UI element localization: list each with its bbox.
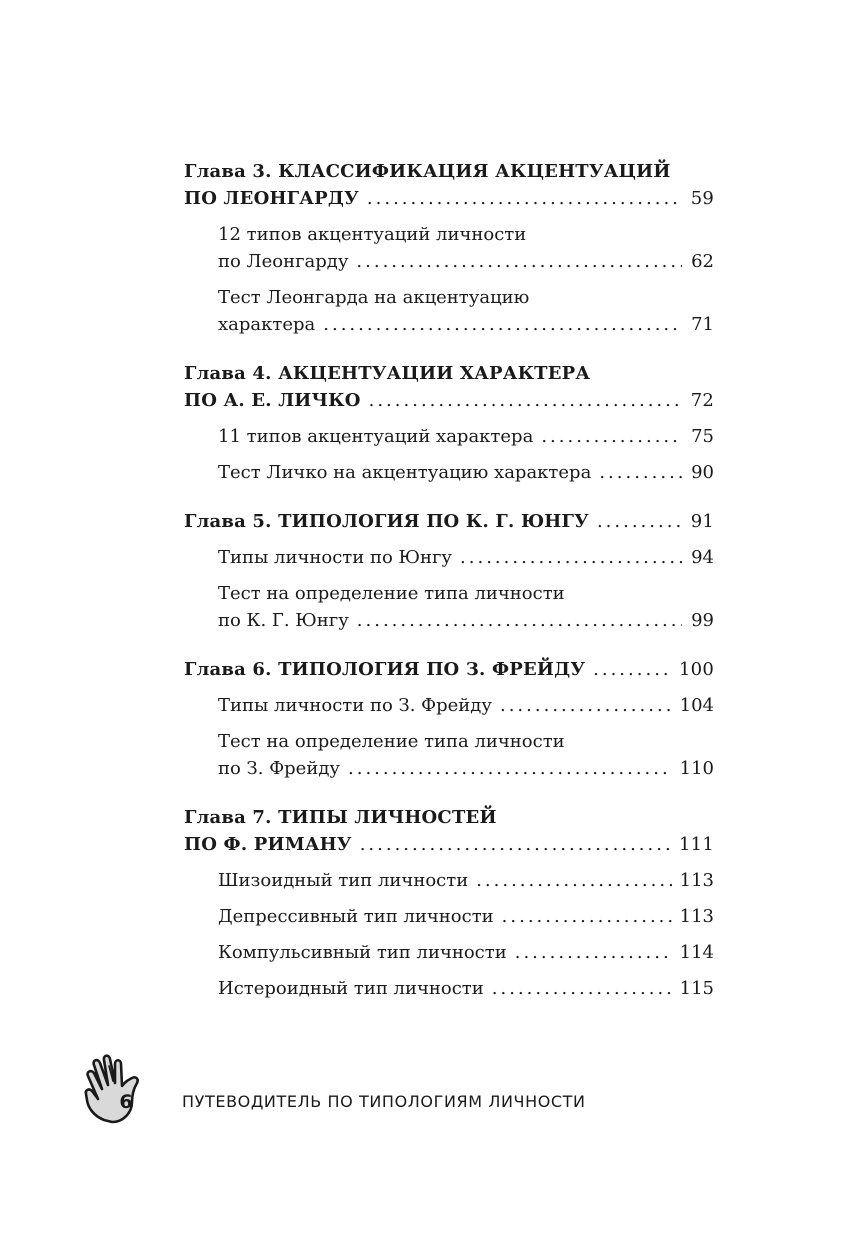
dot-leader bbox=[323, 311, 682, 338]
entry-page-number: 115 bbox=[679, 978, 714, 999]
entry-page-number: 71 bbox=[691, 314, 714, 335]
dot-leader bbox=[360, 831, 671, 858]
chapter-title-line1: Глава 3. КЛАССИФИКАЦИЯ АКЦЕНТУАЦИЙ bbox=[184, 161, 671, 182]
toc-chapter-3 bbox=[184, 158, 714, 338]
chapter-title-line2: ПО Ф. РИМАНУ bbox=[184, 834, 352, 855]
entry-page-number: 104 bbox=[679, 695, 714, 716]
chapter-page-number: 72 bbox=[690, 390, 714, 411]
entry-page-number: 113 bbox=[679, 870, 714, 891]
entry-title-line2: по Леонгарду bbox=[218, 251, 349, 272]
chapter-title-line1: Глава 7. ТИПЫ ЛИЧНОСТЕЙ bbox=[184, 807, 497, 828]
entry-title-line2: по К. Г. Юнгу bbox=[218, 610, 349, 631]
chapter-heading[interactable] bbox=[184, 360, 714, 414]
entry-page-number: 113 bbox=[679, 906, 714, 927]
entry-title: Истероидный тип личности bbox=[218, 978, 484, 999]
dot-leader bbox=[492, 975, 672, 1002]
toc-entry[interactable] bbox=[218, 423, 714, 450]
entry-title-line2: по З. Фрейду bbox=[218, 758, 341, 779]
toc-entry[interactable] bbox=[218, 544, 714, 571]
entry-title: Шизоидный тип личности bbox=[218, 870, 469, 891]
dot-leader bbox=[369, 387, 682, 414]
toc-entry[interactable] bbox=[218, 867, 714, 894]
dot-leader bbox=[500, 692, 672, 719]
chapter-page-number: 59 bbox=[690, 188, 714, 209]
dot-leader bbox=[599, 459, 682, 486]
toc-entry[interactable] bbox=[218, 459, 714, 486]
entry-title: 11 типов акцентуаций характера bbox=[218, 426, 534, 447]
toc-chapter-4 bbox=[184, 360, 714, 486]
entry-title-line1: 12 типов акцентуаций личности bbox=[218, 224, 527, 245]
entry-title-line1: Тест Леонгарда на акцентуацию bbox=[218, 287, 530, 308]
entry-title: Депрессивный тип личности bbox=[218, 906, 494, 927]
entry-page-number: 110 bbox=[679, 758, 714, 779]
chapter-page-number: 100 bbox=[679, 659, 714, 680]
entry-page-number: 90 bbox=[691, 462, 714, 483]
entry-title-line1: Тест на определение типа личности bbox=[218, 731, 565, 752]
running-title: ПУТЕВОДИТЕЛЬ ПО ТИПОЛОГИЯМ ЛИЧНОСТИ bbox=[182, 1092, 586, 1111]
dot-leader bbox=[356, 248, 682, 275]
dot-leader bbox=[502, 903, 672, 930]
dot-leader bbox=[541, 423, 682, 450]
chapter-heading[interactable] bbox=[184, 158, 714, 212]
toc-entry[interactable] bbox=[218, 975, 714, 1002]
chapter-heading[interactable] bbox=[184, 804, 714, 858]
toc-entry[interactable] bbox=[218, 221, 714, 275]
dot-leader bbox=[476, 867, 671, 894]
entry-page-number: 62 bbox=[691, 251, 714, 272]
dot-leader bbox=[357, 607, 682, 634]
chapter-heading[interactable] bbox=[184, 656, 714, 683]
chapter-title-line2: ПО А. Е. ЛИЧКО bbox=[184, 390, 361, 411]
entry-page-number: 114 bbox=[679, 942, 714, 963]
dot-leader bbox=[593, 656, 671, 683]
entry-title: Типы личности по З. Фрейду bbox=[218, 695, 492, 716]
dot-leader bbox=[367, 185, 682, 212]
dot-leader bbox=[460, 544, 682, 571]
toc-chapter-5 bbox=[184, 508, 714, 634]
chapter-title: Глава 5. ТИПОЛОГИЯ ПО К. Г. ЮНГУ bbox=[184, 511, 589, 532]
toc-entry[interactable] bbox=[218, 284, 714, 338]
chapter-page-number: 111 bbox=[679, 834, 714, 855]
toc-chapter-6 bbox=[184, 656, 714, 782]
dot-leader bbox=[348, 755, 672, 782]
toc-entry[interactable] bbox=[218, 692, 714, 719]
chapter-page-number: 91 bbox=[690, 511, 714, 532]
entry-title-line1: Тест на определение типа личности bbox=[218, 583, 565, 604]
toc-chapter-7 bbox=[184, 804, 714, 1002]
chapter-title-line2: ПО ЛЕОНГАРДУ bbox=[184, 188, 359, 209]
toc-entry[interactable] bbox=[218, 939, 714, 966]
chapter-title-line1: Глава 4. АКЦЕНТУАЦИИ ХАРАКТЕРА bbox=[184, 363, 591, 384]
entry-page-number: 75 bbox=[691, 426, 714, 447]
page-footer bbox=[82, 1050, 682, 1130]
dot-leader bbox=[597, 508, 682, 535]
hand-icon bbox=[82, 1050, 148, 1126]
dot-leader bbox=[515, 939, 672, 966]
entry-title-line2: характера bbox=[218, 314, 316, 335]
table-of-contents bbox=[184, 158, 714, 1024]
entry-title: Типы личности по Юнгу bbox=[218, 547, 453, 568]
entry-page-number: 94 bbox=[691, 547, 714, 568]
toc-entry[interactable] bbox=[218, 580, 714, 634]
entry-title: Тест Личко на акцентуацию характера bbox=[218, 462, 592, 483]
chapter-heading[interactable] bbox=[184, 508, 714, 535]
entry-page-number: 99 bbox=[691, 610, 714, 631]
toc-entry[interactable] bbox=[218, 903, 714, 930]
toc-entry[interactable] bbox=[218, 728, 714, 782]
entry-title: Компульсивный тип личности bbox=[218, 942, 507, 963]
chapter-title: Глава 6. ТИПОЛОГИЯ ПО З. ФРЕЙДУ bbox=[184, 659, 586, 680]
page-number: 6 bbox=[119, 1091, 133, 1113]
